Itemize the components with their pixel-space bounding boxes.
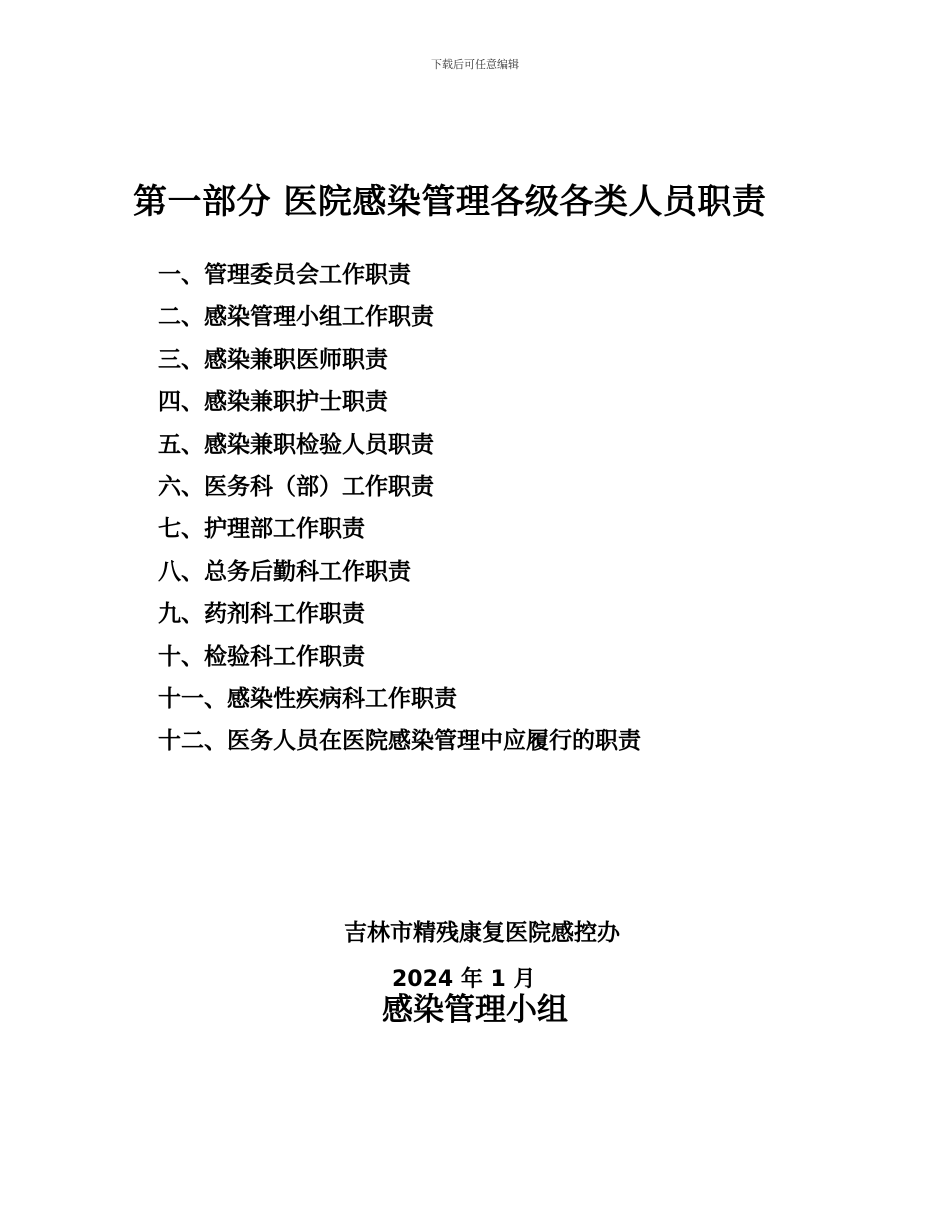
group-name: 感染管理小组 [382, 992, 568, 1028]
page-title: 第一部分 医院感染管理各级各类人员职责 [133, 182, 767, 222]
toc-item: 五、感染兼职检验人员职责 [158, 431, 434, 458]
toc-item: 六、医务科（部）工作职责 [158, 473, 434, 500]
toc-item: 四、感染兼职护士职责 [158, 389, 388, 416]
header-note: 下载后可任意编辑 [431, 58, 519, 71]
toc-item: 三、感染兼职医师职责 [158, 346, 388, 373]
toc-item: 九、药剂科工作职责 [158, 601, 365, 628]
toc-item: 八、总务后勤科工作职责 [158, 558, 411, 585]
table-of-contents [158, 254, 641, 763]
toc-item: 十一、感染性疾病科工作职责 [158, 685, 457, 712]
toc-item: 十、检验科工作职责 [158, 643, 365, 670]
organization-name: 吉林市精残康复医院感控办 [344, 920, 620, 946]
toc-item: 二、感染管理小组工作职责 [158, 304, 434, 331]
toc-item: 一、管理委员会工作职责 [158, 262, 411, 288]
toc-item: 七、护理部工作职责 [158, 516, 365, 543]
document-date: 2024 年 1 月 [392, 967, 536, 992]
toc-item: 十二、医务人员在医院感染管理中应履行的职责 [158, 728, 641, 755]
